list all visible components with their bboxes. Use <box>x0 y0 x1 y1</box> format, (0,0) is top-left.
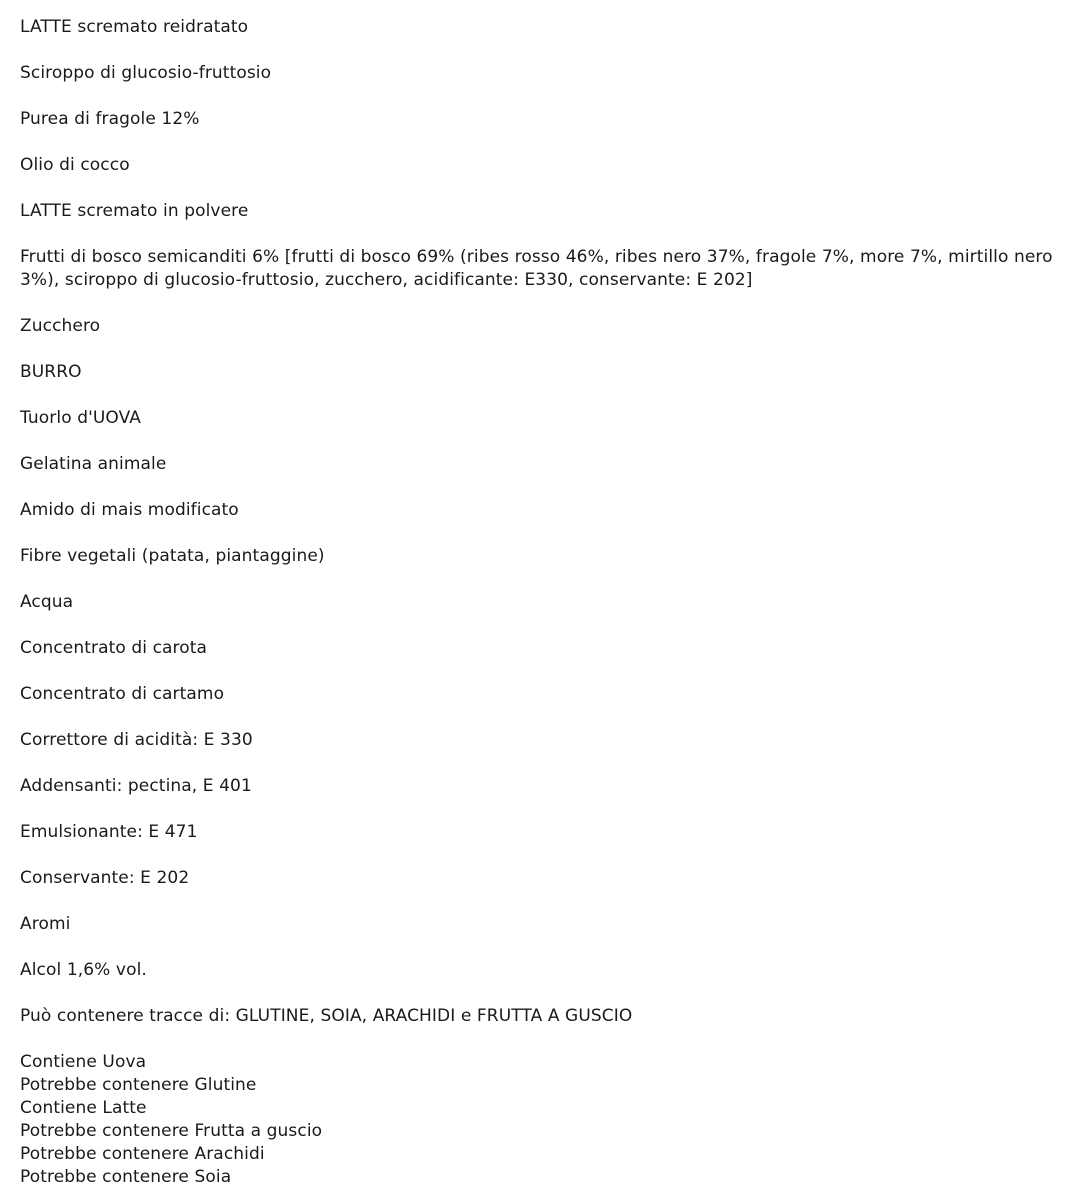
allergen-item: Potrebbe contenere Soia <box>20 1167 232 1187</box>
allergen-item: Contiene Latte <box>20 1098 147 1118</box>
ingredient-item: Amido di mais modificato <box>20 500 239 520</box>
ingredient-item: Alcol 1,6% vol. <box>20 960 147 980</box>
ingredient-item: Zucchero <box>20 316 101 336</box>
ingredient-item: Sciroppo di glucosio-fruttosio <box>20 63 272 83</box>
ingredient-item: Gelatina animale <box>20 454 167 474</box>
allergen-item: Potrebbe contenere Arachidi <box>20 1144 265 1164</box>
ingredient-item: Fibre vegetali (patata, piantaggine) <box>20 546 325 566</box>
ingredient-item: Correttore di acidità: E 330 <box>20 730 253 750</box>
allergen-item: Potrebbe contenere Glutine <box>20 1075 257 1095</box>
ingredient-item: Addensanti: pectina, E 401 <box>20 776 252 796</box>
ingredient-item: Tuorlo d'UOVA <box>20 408 141 428</box>
ingredient-item: Acqua <box>20 592 74 612</box>
ingredient-item: Concentrato di carota <box>20 638 208 658</box>
allergen-item: Contiene Uova <box>20 1052 147 1072</box>
allergen-item: Potrebbe contenere Frutta a guscio <box>20 1121 323 1141</box>
ingredient-item: Purea di fragole 12% <box>20 109 200 129</box>
ingredient-item: Conservante: E 202 <box>20 868 190 888</box>
ingredient-item: Frutti di bosco semicanditi 6% [frutti di bosco 69% (ribes rosso 46%, ribes nero 37%, fragole 7%, more 7%, mirtillo nero 3%), sciroppo di glucosio-fruttosio, zucchero, acidificante: E330, conservante: E 202] <box>20 247 1053 290</box>
ingredient-item: Concentrato di cartamo <box>20 684 225 704</box>
ingredient-item: Emulsionante: E 471 <box>20 822 198 842</box>
allergen-list <box>20 1051 1070 1189</box>
ingredient-item: Aromi <box>20 914 71 934</box>
traces-warning: Può contenere tracce di: GLUTINE, SOIA, ARACHIDI e FRUTTA A GUSCIO <box>20 1006 633 1026</box>
ingredient-item: BURRO <box>20 362 82 382</box>
ingredient-item: LATTE scremato reidratato <box>20 17 249 37</box>
ingredients-list <box>20 16 1070 1028</box>
ingredient-item: Olio di cocco <box>20 155 130 175</box>
ingredient-item: LATTE scremato in polvere <box>20 201 249 221</box>
